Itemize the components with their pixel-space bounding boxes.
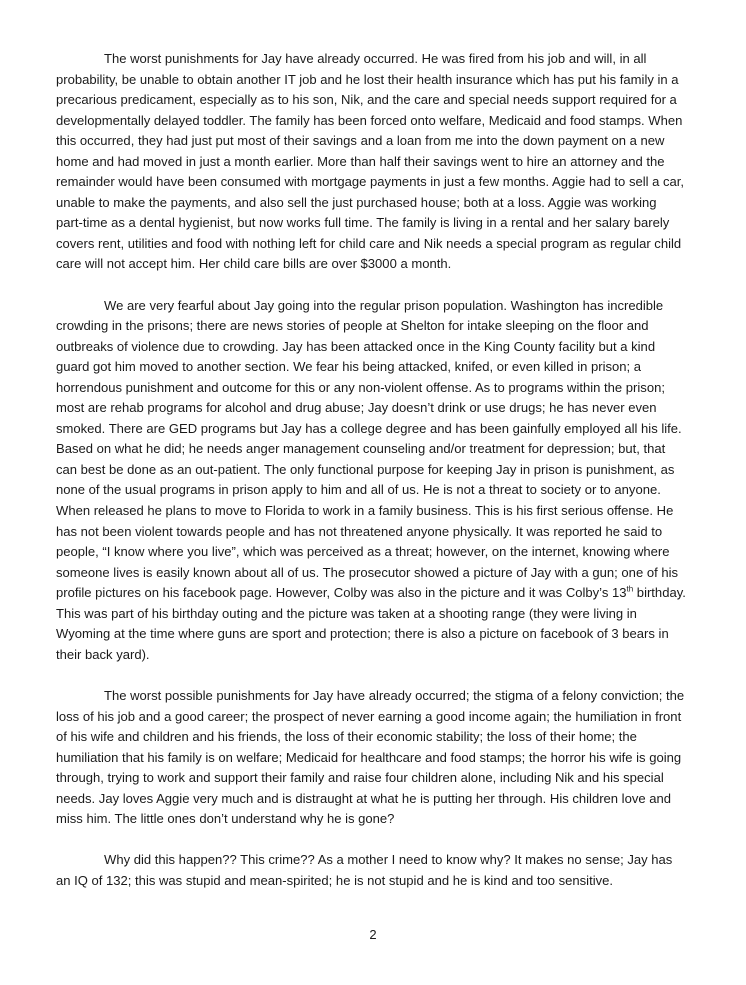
paragraph-2-text: We are very fearful about Jay going into the regular prison population. Washington has incredible crowding in the prisons; there are news stories of people at Shelton for intake sleeping on the floor and outbreaks of violence due to crowding. Jay has been attacked once in the King County facility but a kind guard got him moved to another section. We fear his being attacked, knifed, or even killed in prison; a horrendous punishment and outcome for this or any non-violent offense. As to programs within the prison; most are rehab programs for alcohol and drug abuse; Jay doesn’t drink or use drugs; he has never even smoked. There are GED programs but Jay has a college degree and has been gainfully employed all his life. Based on what he did; he needs anger management counseling and/or treatment for depression; but, that can best be done as an out-patient. The only functional purpose for keeping Jay in prison is punishment, as none of the usual programs in prison apply to him and all of us. He is not a threat to society or to anyone. When released he plans to move to Florida to work in a family business. This is his first serious offense. He has not been violent towards people and has not threatened anyone physically. It was reported he said to people, “I know where you live”, which was perceived as a threat; however, on the internet, knowing where someone lives is easily known about all of us. The prosecutor showed a picture of Jay with a gun; one of his profile pictures on his facebook page. However, Colby was also in the picture and it was Colby’s 13 — [56, 297, 682, 601]
paragraph-why — [56, 850, 686, 891]
paragraph-3-text: The worst possible punishments for Jay have already occurred; the stigma of a felony conviction; the loss of his job and a good career; the prospect of never earning a good income again; the humiliation in front of his wife and children and his friends, the loss of their economic stability; the loss of their home; the humiliation that his family is on welfare; Medicaid for healthcare and food stamps; the horror his wife is going through, trying to work and support their family and raise four children alone, including Nik and his special needs. Jay loves Aggie very much and is distraught at what he is putting her through. His children love and miss him. The little ones don’t understand why he is gone? — [56, 687, 685, 827]
page-number: 2 — [369, 927, 377, 942]
paragraph-4-text: Why did this happen?? This crime?? As a mother I need to know why? It makes no sense; Jay has an IQ of 132; this was stupid and mean-spirited; he is not stupid and he is kind and too sensitive. — [56, 852, 673, 888]
ordinal-superscript: th — [626, 584, 634, 594]
paragraph-punishments — [56, 49, 686, 275]
letter-body — [56, 49, 686, 912]
paragraph-worst-punishments — [56, 686, 686, 830]
paragraph-2-tail: birthday. This was part of his birthday outing and the picture was taken at a shooting range (they were living in Wyoming at the time where guns are sport and protection; there is also a picture on facebook of 3 bears in their back yard). — [56, 585, 686, 662]
paragraph-1-text: The worst punishments for Jay have already occurred. He was fired from his job and will, in all probability, be unable to obtain another IT job and he lost their health insurance which has put his family in a precarious predicament, especially as to his son, Nik, and the care and special needs support required for a developmentally delayed toddler. The family has been forced onto welfare, Medicaid and food stamps. When this occurred, they had just put most of their savings and a loan from me into the down payment on a new home and had moved in just a month earlier. More than half their savings went to hire an attorney and the remainder would have been consumed with mortgage payments in just a few months. Aggie had to sell a car, unable to make the payments, and also sell the just purchased house; both at a loss. Aggie was working part-time as a dental hygienist, but now works full time. The family is living in a rental and her salary barely covers rent, utilities and food with nothing left for child care and Nik needs a special program as regular child care will not accept him. Her child care bills are over $3000 a month. — [56, 51, 685, 272]
paragraph-prison-fears — [56, 296, 686, 666]
